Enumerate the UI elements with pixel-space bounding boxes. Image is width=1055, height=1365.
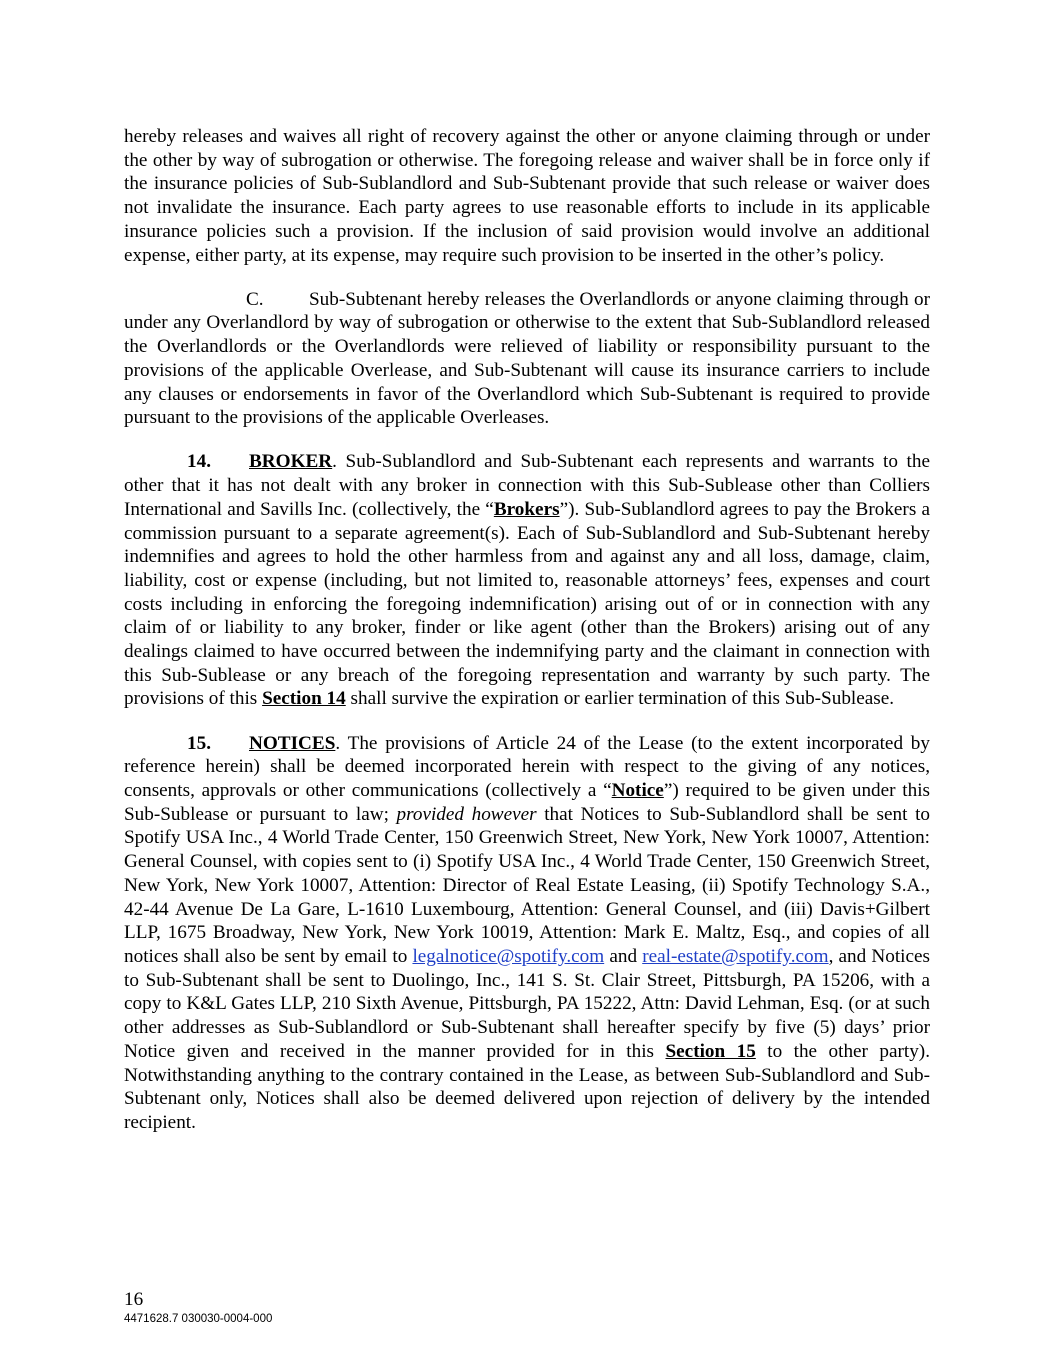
section-15-and: and [604,946,643,967]
section-15-text-1: . The provisions of Article 24 of the Lease (to the extent incorporated by reference herein) shall be deemed incorporated herein with respect to the giving of any notices, consents, approvals or other communications (collectively a “ [124,732,930,802]
section-15-text-2: ”) required to be given under this Sub-Sublease or pursuant to law; [124,780,930,825]
brokers-defined-term: Brokers [493,498,560,520]
paragraph-text: hereby releases and waives all right of recovery against the other or anyone claiming through or under the other by way of subrogation or otherwise. The foregoing release and waiver shall be in force only if the insurance policies of Sub-Sublandlord and Sub-Subtenant provide that such release or waiver does not invalidate the insurance. Each party agrees to use reasonable efforts to include in its applicable insurance policies such a provision. If the inclusion of said provision would involve an additional expense, either party, at its expense, may require such provision to be inserted in the other’s policy. [124,126,930,266]
email-link-real-estate[interactable]: real-estate@spotify.com [642,946,829,967]
paragraph-c-label: C. [246,288,264,310]
section-15-text-5: to the other party). Notwithstanding anything to the contrary contained in the Lease, as between Sub-Sublandlord and Sub-Subtenant only, Notices shall also be deemed delivered upon rejection of delivery by the intended recipient. [124,1040,930,1133]
section-15-number: 15. [187,732,211,754]
section-15-title: NOTICES [249,732,336,754]
section-15-text-4: , and Notices to Sub-Subtenant shall be sent to Duolingo, Inc., 141 S. St. Clair Street, Pittsburgh, PA 15206, with a copy to K&L Gates LLP, 210 Sixth Avenue, Pittsburgh, PA 15222, Attn: David Lehman, Esq. (or at such other addresses as Sub-Sublandlord or Sub-Subtenant shall hereafter specify by five (5) days’ prior Notice given and received in the manner provided for in this [124,946,930,1062]
paragraph-c [124,288,930,430]
section-14-title: BROKER [249,451,333,473]
section-15-notices [124,732,930,1135]
section-14-text-3: shall survive the expiration or earlier termination of this Sub-Sublease. [345,688,895,710]
page-number: 16 [124,1289,144,1310]
section-15-reference: Section 15 [665,1040,756,1062]
section-14-text-1: . Sub-Sublandlord and Sub-Subtenant each represents and warrants to the other that it has not dealt with any broker in connection with this Sub-Sublease other than Colliers International and Savills Inc. (collectively, the “ [124,451,930,520]
paragraph-release-waiver [124,125,930,267]
section-15-text-3: that Notices to Sub-Sublandlord shall be sent to Spotify USA Inc., 4 World Trade Center, 150 Greenwich Street, New York, New York 10007, Attention: General Counsel, with copies sent to (i) Spotify USA Inc., 4 World Trade Center, 150 Greenwich Street, New York, New York 10007, Attention: Director of Real Estate Leasing, (ii) Spotify Technology S.A., 42-44 Avenue De La Gare, L-1610 Luxembourg, Attention: General Counsel, and (iii) Davis+Gilbert LLP, 1675 Broadway, New York, New York 10019, Attention: Mark E. Maltz, Esq., and copies of all notices shall also be sent by email to [124,803,930,967]
provided-however-text: provided however [396,803,537,825]
section-14-broker [124,450,930,711]
section-14-reference: Section 14 [262,688,346,710]
paragraph-c-text: Sub-Subtenant hereby releases the Overlandlords or anyone claiming through or under any Overlandlord by way of subrogation or otherwise to the extent that Sub-Sublandlord released the Overlandlords or the Overlandlords were relieved of liability or responsibility pursuant to the provisions of the applicable Overlease, and Sub-Subtenant will cause its insurance carriers to include any clauses or endorsements in favor of the Overlandlord which Sub-Subtenant is required to provide pursuant to the provisions of the applicable Overleases. [124,288,930,429]
notice-defined-term: Notice [611,780,664,802]
document-page [124,125,930,1155]
section-14-number: 14. [187,451,211,473]
email-link-legalnotice[interactable]: legalnotice@spotify.com [412,946,605,967]
section-14-text-2: ”). Sub-Sublandlord agrees to pay the Brokers a commission pursuant to a separate agreement(s). Each of Sub-Sublandlord and Sub-Subtenant hereby indemnifies and agrees to hold the other harmless from and against any and all loss, damage, claim, liability, cost or expense (including, but not limited to, reasonable attorneys’ fees, expenses and court costs including in enforcing the foregoing indemnification) arising out of or in connection with any claim of or liability to any broker, finder or like agent (other than the Brokers) arising out of any dealings claimed to have occurred between the indemnifying party and the claimant in connection with this Sub-Sublease or any breach of the foregoing representation and warranty by such party. The provisions of this [124,498,930,710]
document-id: 4471628.7 030030-0004-000 [124,1313,273,1325]
